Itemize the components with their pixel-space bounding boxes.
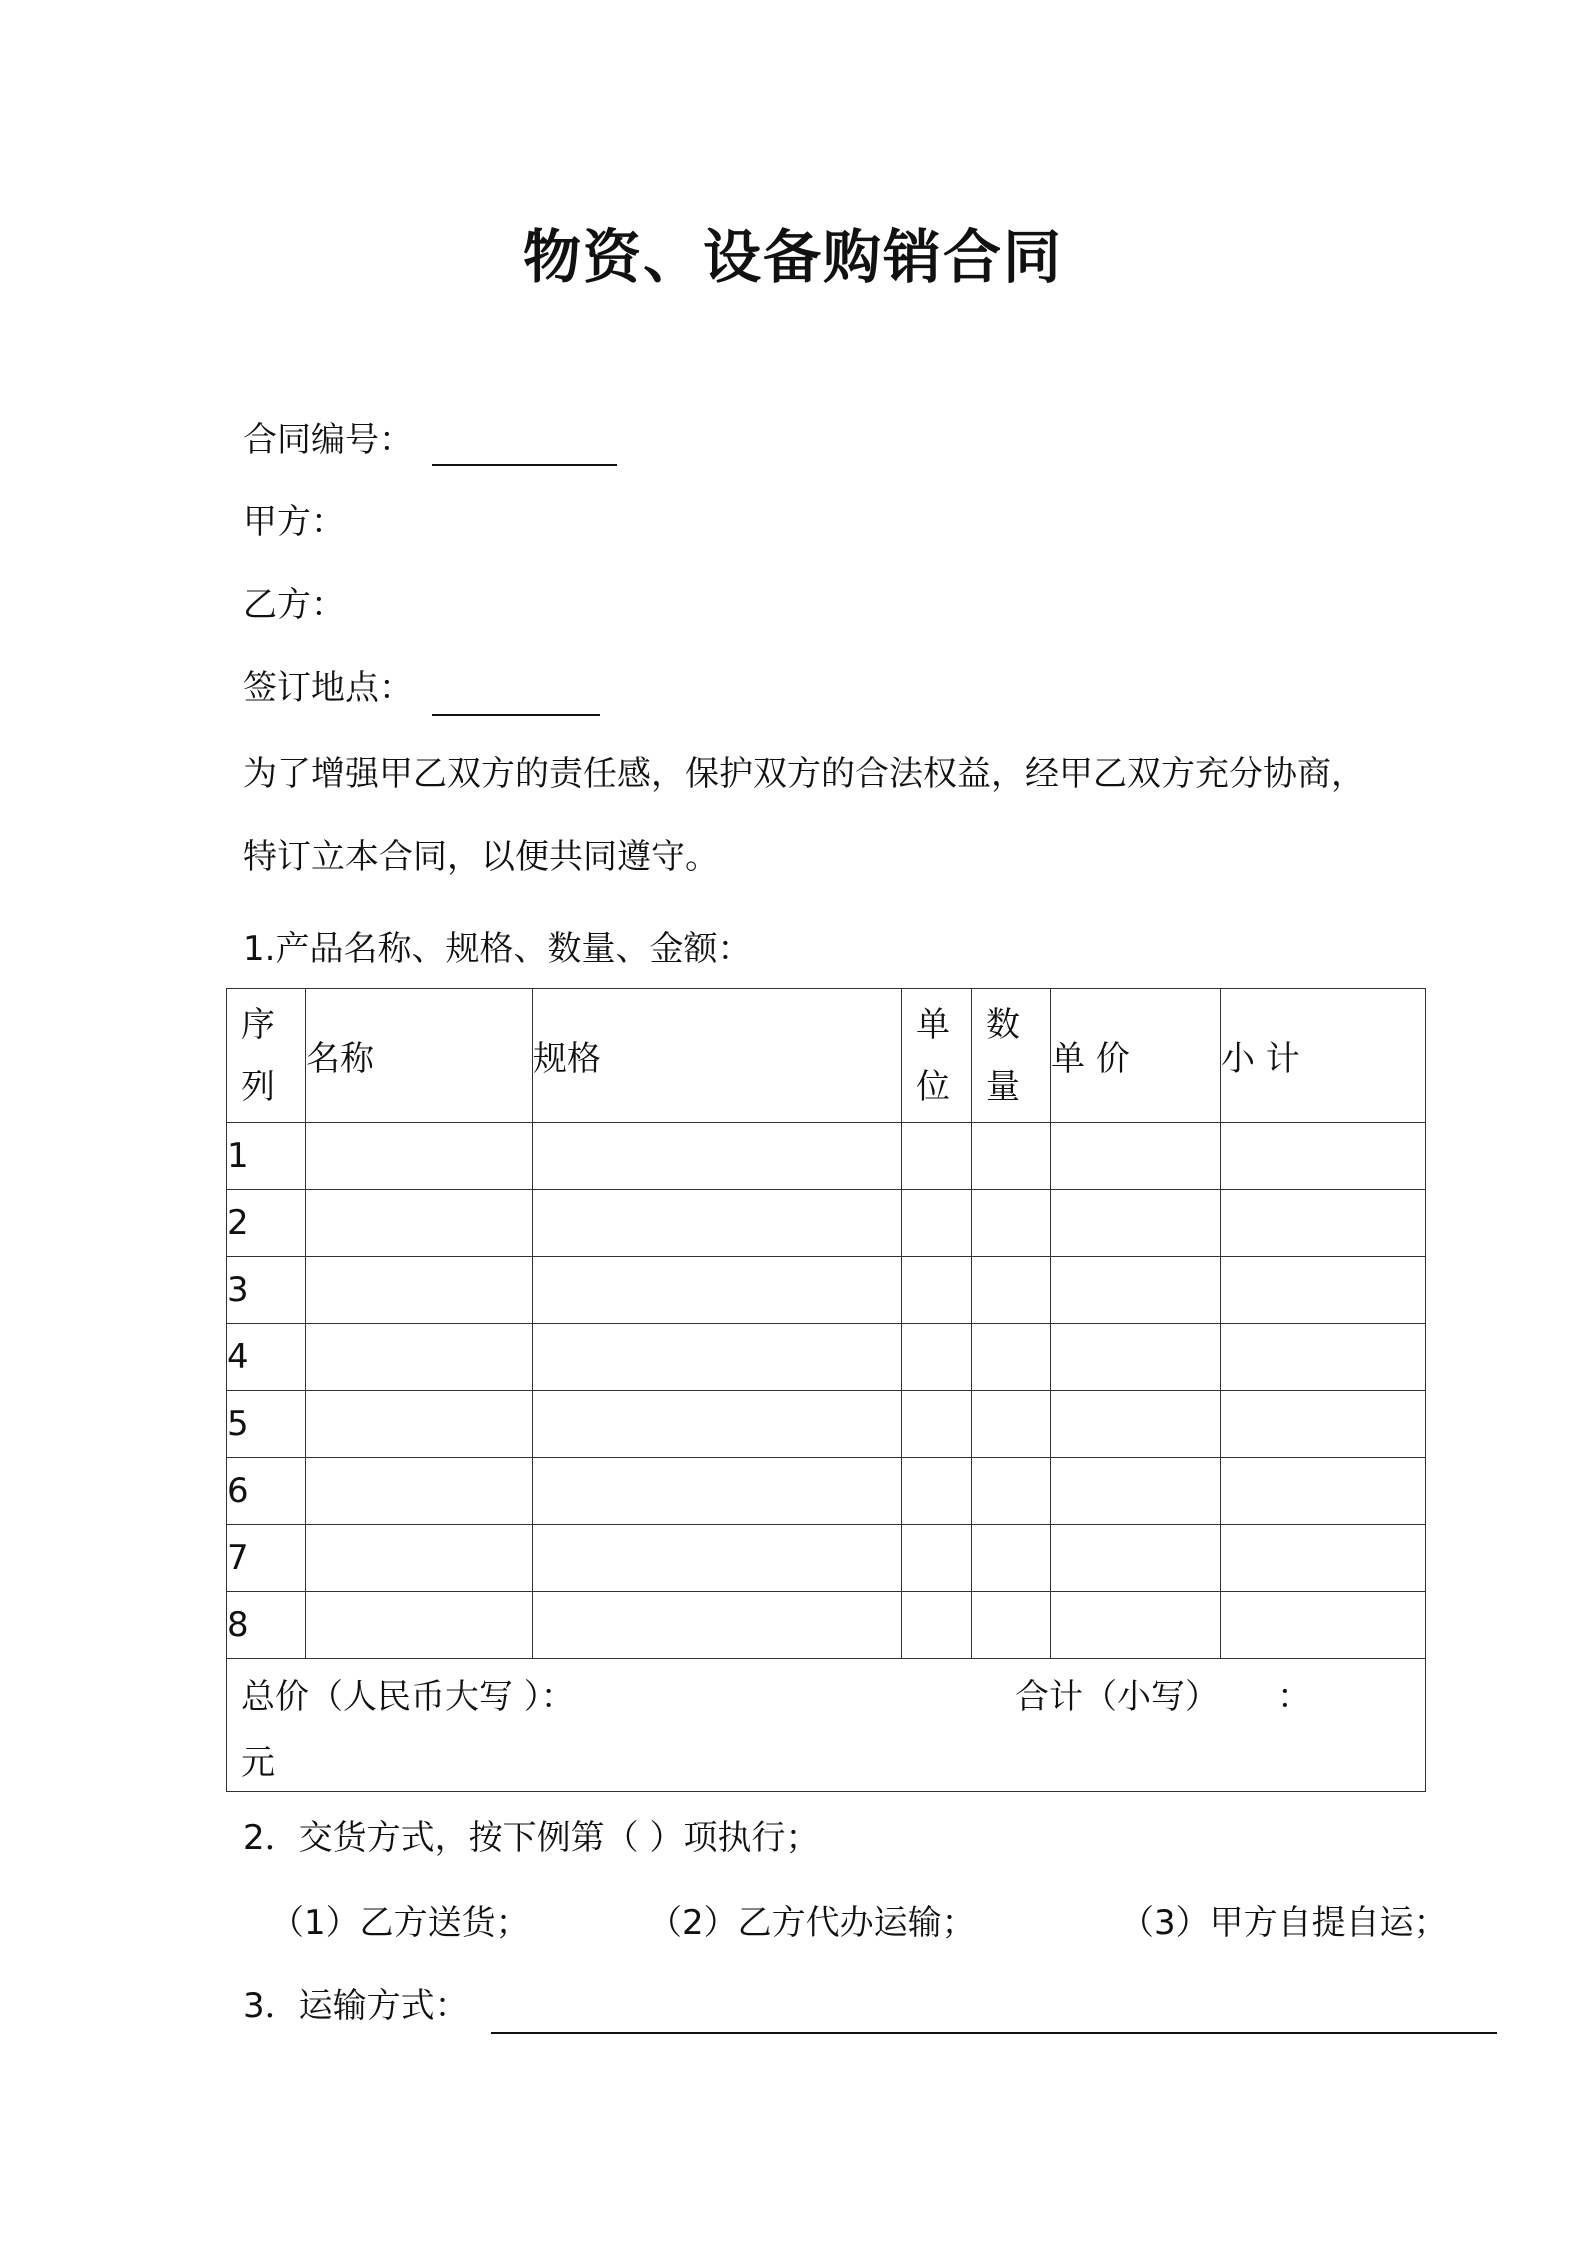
total-cn-label: 总价（人民币大写 ）： bbox=[241, 1677, 575, 1717]
cell-qty[interactable] bbox=[972, 1123, 1051, 1190]
section-2-heading: 2．交货方式，按下例第（ ）项执行； bbox=[243, 1818, 820, 1858]
header-unit bbox=[902, 989, 972, 1123]
cell-spec[interactable] bbox=[533, 1391, 902, 1458]
cell-unit[interactable] bbox=[902, 1592, 972, 1659]
cell-unit-price[interactable] bbox=[1051, 1525, 1221, 1592]
transport-method-blank[interactable] bbox=[491, 2032, 1497, 2034]
cell-name[interactable] bbox=[306, 1458, 533, 1525]
cell-qty[interactable] bbox=[972, 1458, 1051, 1525]
cell-spec[interactable] bbox=[533, 1257, 902, 1324]
cell-name[interactable] bbox=[306, 1257, 533, 1324]
delivery-option-2[interactable]: （2）乙方代办运输； bbox=[648, 1903, 976, 1943]
signing-place-blank[interactable] bbox=[432, 714, 600, 716]
cell-unit[interactable] bbox=[902, 1391, 972, 1458]
cell-qty[interactable] bbox=[972, 1257, 1051, 1324]
header-seq bbox=[227, 989, 306, 1123]
cell-name[interactable] bbox=[306, 1190, 533, 1257]
cell-spec[interactable] bbox=[533, 1592, 902, 1659]
delivery-option-3[interactable]: （3）甲方自提自运； bbox=[1120, 1903, 1448, 1943]
total-yuan: 元 bbox=[241, 1743, 275, 1783]
cell-qty[interactable] bbox=[972, 1324, 1051, 1391]
row-seq: 5 bbox=[227, 1391, 306, 1458]
delivery-option-1[interactable]: （1）乙方送货； bbox=[270, 1903, 530, 1943]
cell-unit[interactable] bbox=[902, 1525, 972, 1592]
table-row bbox=[227, 1257, 1426, 1324]
cell-spec[interactable] bbox=[533, 1123, 902, 1190]
table-row bbox=[227, 1592, 1426, 1659]
header-qty-top: 数 bbox=[986, 1004, 1020, 1045]
row-seq: 1 bbox=[227, 1123, 306, 1190]
cell-unit[interactable] bbox=[902, 1190, 972, 1257]
header-qty-bottom: 量 bbox=[986, 1066, 1020, 1107]
cell-unit[interactable] bbox=[902, 1123, 972, 1190]
cell-qty[interactable] bbox=[972, 1391, 1051, 1458]
cell-subtotal[interactable] bbox=[1221, 1190, 1426, 1257]
goods-table bbox=[226, 988, 1426, 1792]
cell-spec[interactable] bbox=[533, 1458, 902, 1525]
table-row bbox=[227, 1324, 1426, 1391]
table-total-row bbox=[227, 1659, 1426, 1792]
row-seq: 8 bbox=[227, 1592, 306, 1659]
cell-unit-price[interactable] bbox=[1051, 1190, 1221, 1257]
cell-subtotal[interactable] bbox=[1221, 1123, 1426, 1190]
header-subtotal: 小 计 bbox=[1221, 989, 1426, 1123]
cell-unit-price[interactable] bbox=[1051, 1123, 1221, 1190]
total-sum-colon: ： bbox=[1277, 1677, 1311, 1717]
total-sum-label: 合计（小写） bbox=[1015, 1677, 1219, 1717]
intro-line-2: 特订立本合同，以便共同遵守。 bbox=[243, 837, 719, 877]
cell-name[interactable] bbox=[306, 1324, 533, 1391]
cell-unit[interactable] bbox=[902, 1324, 972, 1391]
header-unit-top: 单 bbox=[916, 1004, 950, 1045]
cell-unit-price[interactable] bbox=[1051, 1592, 1221, 1659]
contract-number-blank[interactable] bbox=[432, 464, 617, 466]
cell-qty[interactable] bbox=[972, 1525, 1051, 1592]
table-header-row bbox=[227, 989, 1426, 1123]
cell-name[interactable] bbox=[306, 1592, 533, 1659]
party-a-label: 甲方： bbox=[243, 502, 345, 542]
table-row bbox=[227, 1190, 1426, 1257]
page-title: 物资、设备购销合同 bbox=[522, 223, 1063, 291]
header-unit-price: 单 价 bbox=[1051, 989, 1221, 1123]
header-name: 名称 bbox=[306, 989, 533, 1123]
cell-subtotal[interactable] bbox=[1221, 1391, 1426, 1458]
section-1-heading: 1.产品名称、规格、数量、金额： bbox=[243, 929, 752, 969]
total-cell[interactable] bbox=[227, 1659, 1426, 1792]
cell-qty[interactable] bbox=[972, 1592, 1051, 1659]
header-seq-top: 序 bbox=[241, 1004, 275, 1045]
cell-spec[interactable] bbox=[533, 1190, 902, 1257]
cell-unit-price[interactable] bbox=[1051, 1324, 1221, 1391]
row-seq: 6 bbox=[227, 1458, 306, 1525]
cell-subtotal[interactable] bbox=[1221, 1458, 1426, 1525]
row-seq: 7 bbox=[227, 1525, 306, 1592]
table-row bbox=[227, 1391, 1426, 1458]
table-row bbox=[227, 1458, 1426, 1525]
header-seq-bottom: 列 bbox=[241, 1066, 275, 1107]
cell-spec[interactable] bbox=[533, 1324, 902, 1391]
cell-qty[interactable] bbox=[972, 1190, 1051, 1257]
cell-spec[interactable] bbox=[533, 1525, 902, 1592]
cell-unit[interactable] bbox=[902, 1257, 972, 1324]
cell-name[interactable] bbox=[306, 1391, 533, 1458]
contract-number-label: 合同编号： bbox=[243, 420, 413, 460]
cell-name[interactable] bbox=[306, 1123, 533, 1190]
cell-unit-price[interactable] bbox=[1051, 1391, 1221, 1458]
cell-subtotal[interactable] bbox=[1221, 1592, 1426, 1659]
row-seq: 2 bbox=[227, 1190, 306, 1257]
header-unit-bottom: 位 bbox=[916, 1066, 950, 1107]
cell-subtotal[interactable] bbox=[1221, 1324, 1426, 1391]
cell-subtotal[interactable] bbox=[1221, 1257, 1426, 1324]
header-qty bbox=[972, 989, 1051, 1123]
intro-line-1: 为了增强甲乙双方的责任感，保护双方的合法权益，经甲乙双方充分协商， bbox=[243, 754, 1365, 794]
signing-place-label: 签订地点： bbox=[243, 668, 413, 708]
table-row bbox=[227, 1525, 1426, 1592]
cell-subtotal[interactable] bbox=[1221, 1525, 1426, 1592]
cell-unit-price[interactable] bbox=[1051, 1257, 1221, 1324]
row-seq: 4 bbox=[227, 1324, 306, 1391]
cell-unit-price[interactable] bbox=[1051, 1458, 1221, 1525]
table-row bbox=[227, 1123, 1426, 1190]
header-spec: 规格 bbox=[533, 989, 902, 1123]
section-3-heading: 3．运输方式： bbox=[243, 1986, 469, 2026]
row-seq: 3 bbox=[227, 1257, 306, 1324]
cell-unit[interactable] bbox=[902, 1458, 972, 1525]
party-b-label: 乙方： bbox=[243, 585, 345, 625]
cell-name[interactable] bbox=[306, 1525, 533, 1592]
